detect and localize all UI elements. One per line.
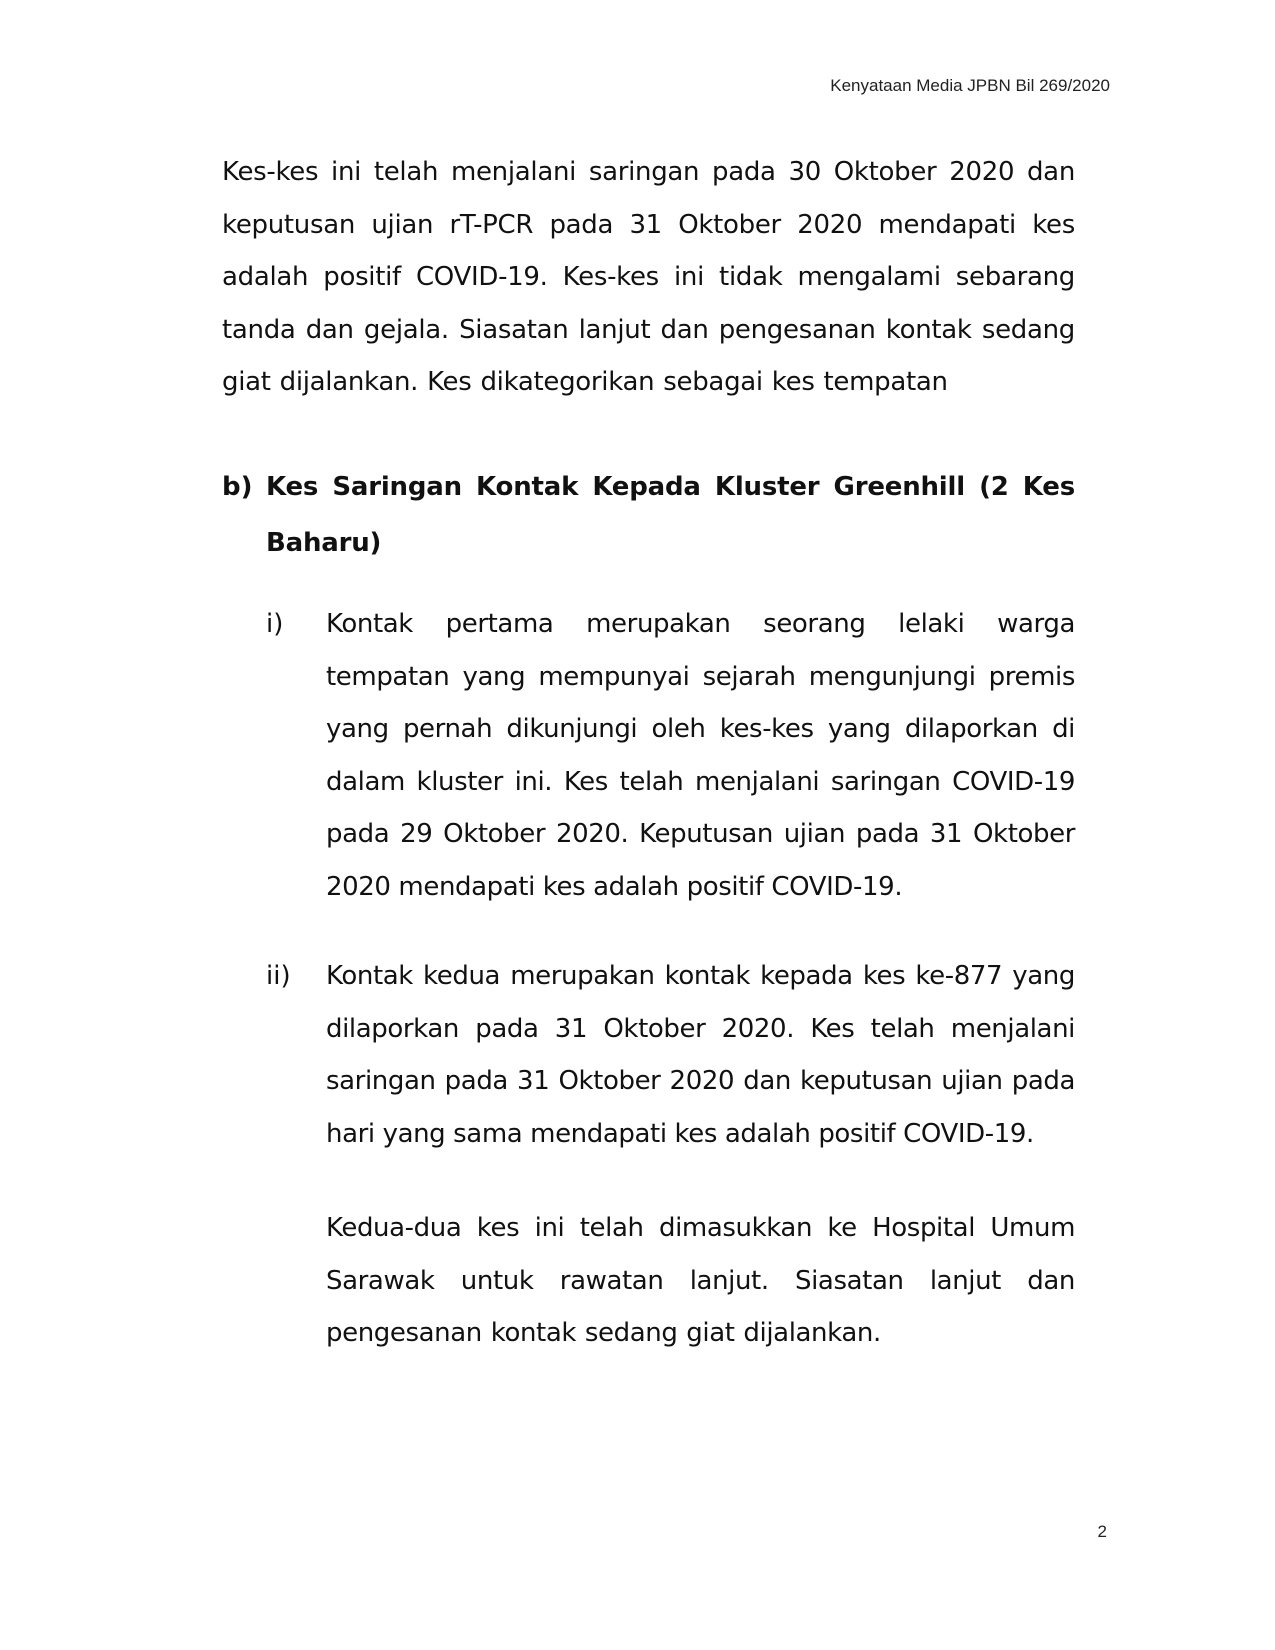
section-b-title: Kes Saringan Kontak Kepada Kluster Greenhill (2 Kes Baharu) xyxy=(266,472,1075,558)
section-b-heading xyxy=(222,459,1075,571)
list-item-contact-1 xyxy=(266,598,1075,913)
intro-paragraph: Kes-kes ini telah menjalani saringan pada 30 Oktober 2020 dan keputusan ujian rT-PCR pada 31 Oktober 2020 mendapati kes adalah positif COVID-19. Kes-kes ini tidak mengalami sebarang tanda dan gejala. Siasatan lanjut dan pengesanan kontak sedang giat dijalankan. Kes dikategorikan sebagai kes tempatan xyxy=(222,157,1075,397)
list-item-numeral: ii) xyxy=(266,961,291,991)
closing-paragraph: Kedua-dua kes ini telah dimasukkan ke Hospital Umum Sarawak untuk rawatan lanjut. Siasatan lanjut dan pengesanan kontak sedang giat dijalankan. xyxy=(326,1213,1075,1348)
list-item-text: Kontak pertama merupakan seorang lelaki warga tempatan yang mempunyai sejarah mengunjungi premis yang pernah dikunjungi oleh kes-kes yang dilaporkan di dalam kluster ini. Kes telah menjalani saringan COVID-19 pada 29 Oktober 2020. Keputusan ujian pada 31 Oktober 2020 mendapati kes adalah positif COVID-19. xyxy=(326,609,1075,902)
page-number: 2 xyxy=(1097,1522,1107,1541)
list-item-contact-2 xyxy=(266,950,1075,1160)
list-item-numeral: i) xyxy=(266,609,284,639)
document-header-reference: Kenyataan Media JPBN Bil 269/2020 xyxy=(830,76,1110,95)
section-b-letter: b) xyxy=(222,472,253,502)
list-item-text: Kontak kedua merupakan kontak kepada kes ke-877 yang dilaporkan pada 31 Oktober 2020. Kes telah menjalani saringan pada 31 Oktober 2020 dan keputusan ujian pada hari yang sama mendapati kes adalah positif COVID-19. xyxy=(326,961,1075,1149)
